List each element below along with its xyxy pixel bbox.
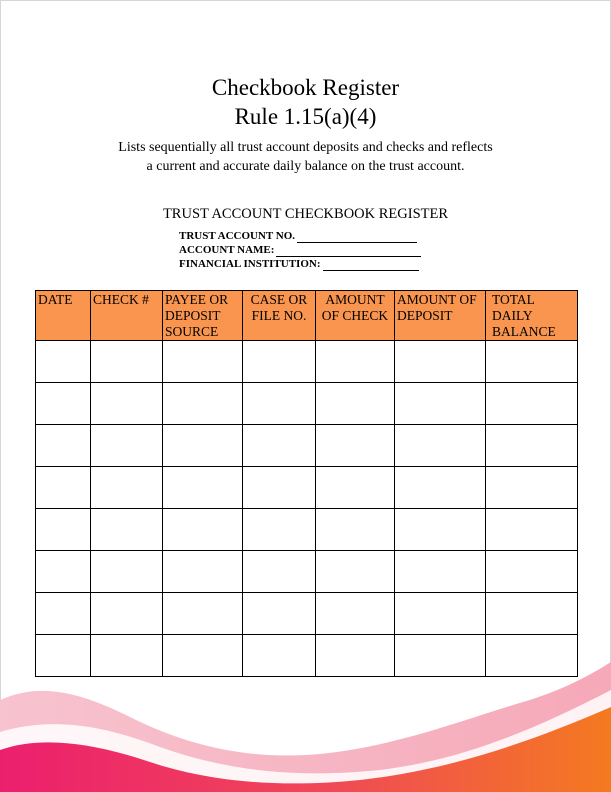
cell-case-file[interactable] xyxy=(243,593,316,635)
cell-total-balance[interactable] xyxy=(486,551,578,593)
account-name-line[interactable] xyxy=(276,245,421,257)
cell-check-number[interactable] xyxy=(91,509,163,551)
cell-date[interactable] xyxy=(36,593,91,635)
cell-total-balance[interactable] xyxy=(486,341,578,383)
table-row xyxy=(36,593,578,635)
register-title: TRUST ACCOUNT CHECKBOOK REGISTER xyxy=(162,206,449,222)
column-header-case-file: CASE OR FILE NO. xyxy=(243,291,316,341)
cell-date[interactable] xyxy=(36,425,91,467)
cell-check-number[interactable] xyxy=(91,425,163,467)
table-row xyxy=(36,383,578,425)
trust-account-no-field[interactable] xyxy=(179,229,417,243)
column-header-payee: PAYEE OR DEPOSIT SOURCE xyxy=(163,291,243,341)
cell-amount-of-deposit[interactable] xyxy=(395,551,486,593)
description-line-2: a current and accurate daily balance on the trust account. xyxy=(146,159,465,174)
cell-payee[interactable] xyxy=(163,467,243,509)
column-header-total-balance: TOTAL DAILY BALANCE xyxy=(486,291,578,341)
cell-amount-of-deposit[interactable] xyxy=(395,425,486,467)
rule-reference: Rule 1.15(a)(4) xyxy=(234,104,377,129)
cell-case-file[interactable] xyxy=(243,467,316,509)
table-row xyxy=(36,467,578,509)
cell-payee[interactable] xyxy=(163,383,243,425)
cell-date[interactable] xyxy=(36,341,91,383)
cell-date[interactable] xyxy=(36,383,91,425)
cell-amount-of-check[interactable] xyxy=(316,383,395,425)
cell-amount-of-check[interactable] xyxy=(316,551,395,593)
cell-amount-of-check[interactable] xyxy=(316,509,395,551)
cell-amount-of-deposit[interactable] xyxy=(395,467,486,509)
financial-institution-label: FINANCIAL INSTITUTION: xyxy=(179,258,321,270)
cell-payee[interactable] xyxy=(163,593,243,635)
column-header-date: DATE xyxy=(36,291,91,341)
cell-payee[interactable] xyxy=(163,425,243,467)
cell-amount-of-check[interactable] xyxy=(316,341,395,383)
account-name-label: ACCOUNT NAME: xyxy=(179,244,275,256)
cell-case-file[interactable] xyxy=(243,551,316,593)
cell-total-balance[interactable] xyxy=(486,509,578,551)
cell-amount-of-check[interactable] xyxy=(316,593,395,635)
cell-amount-of-check[interactable] xyxy=(316,467,395,509)
cell-check-number[interactable] xyxy=(91,467,163,509)
cell-amount-of-deposit[interactable] xyxy=(395,593,486,635)
cell-check-number[interactable] xyxy=(91,383,163,425)
cell-total-balance[interactable] xyxy=(486,383,578,425)
cell-case-file[interactable] xyxy=(243,341,316,383)
cell-amount-of-deposit[interactable] xyxy=(395,509,486,551)
cell-case-file[interactable] xyxy=(243,383,316,425)
table-row xyxy=(36,341,578,383)
cell-case-file[interactable] xyxy=(243,509,316,551)
cell-total-balance[interactable] xyxy=(486,467,578,509)
cell-payee[interactable] xyxy=(163,551,243,593)
cell-date[interactable] xyxy=(36,551,91,593)
cell-check-number[interactable] xyxy=(91,593,163,635)
cell-total-balance[interactable] xyxy=(486,425,578,467)
financial-institution-field[interactable] xyxy=(179,257,419,271)
register-body xyxy=(36,341,578,677)
decorative-wave xyxy=(0,662,611,792)
cell-check-number[interactable] xyxy=(91,341,163,383)
column-header-check-number: CHECK # xyxy=(91,291,163,341)
cell-payee[interactable] xyxy=(163,341,243,383)
description-line-1: Lists sequentially all trust account deposits and checks and reflects xyxy=(118,140,493,155)
trust-account-no-label: TRUST ACCOUNT NO. xyxy=(179,230,296,242)
cell-payee[interactable] xyxy=(163,509,243,551)
register-table xyxy=(35,290,578,677)
cell-date[interactable] xyxy=(36,467,91,509)
page-title: Checkbook Register xyxy=(211,75,400,100)
cell-check-number[interactable] xyxy=(91,551,163,593)
financial-institution-line[interactable] xyxy=(323,259,419,271)
account-name-field[interactable] xyxy=(179,243,421,257)
table-row xyxy=(36,509,578,551)
cell-amount-of-deposit[interactable] xyxy=(395,341,486,383)
cell-case-file[interactable] xyxy=(243,425,316,467)
cell-amount-of-deposit[interactable] xyxy=(395,383,486,425)
cell-total-balance[interactable] xyxy=(486,593,578,635)
table-row xyxy=(36,425,578,467)
table-row xyxy=(36,551,578,593)
cell-amount-of-check[interactable] xyxy=(316,425,395,467)
column-header-amount-of-check: AMOUNT OF CHECK xyxy=(316,291,395,341)
cell-date[interactable] xyxy=(36,509,91,551)
trust-account-no-line[interactable] xyxy=(297,231,417,243)
column-header-amount-of-deposit: AMOUNT OF DEPOSIT xyxy=(395,291,486,341)
header-row xyxy=(36,291,578,341)
